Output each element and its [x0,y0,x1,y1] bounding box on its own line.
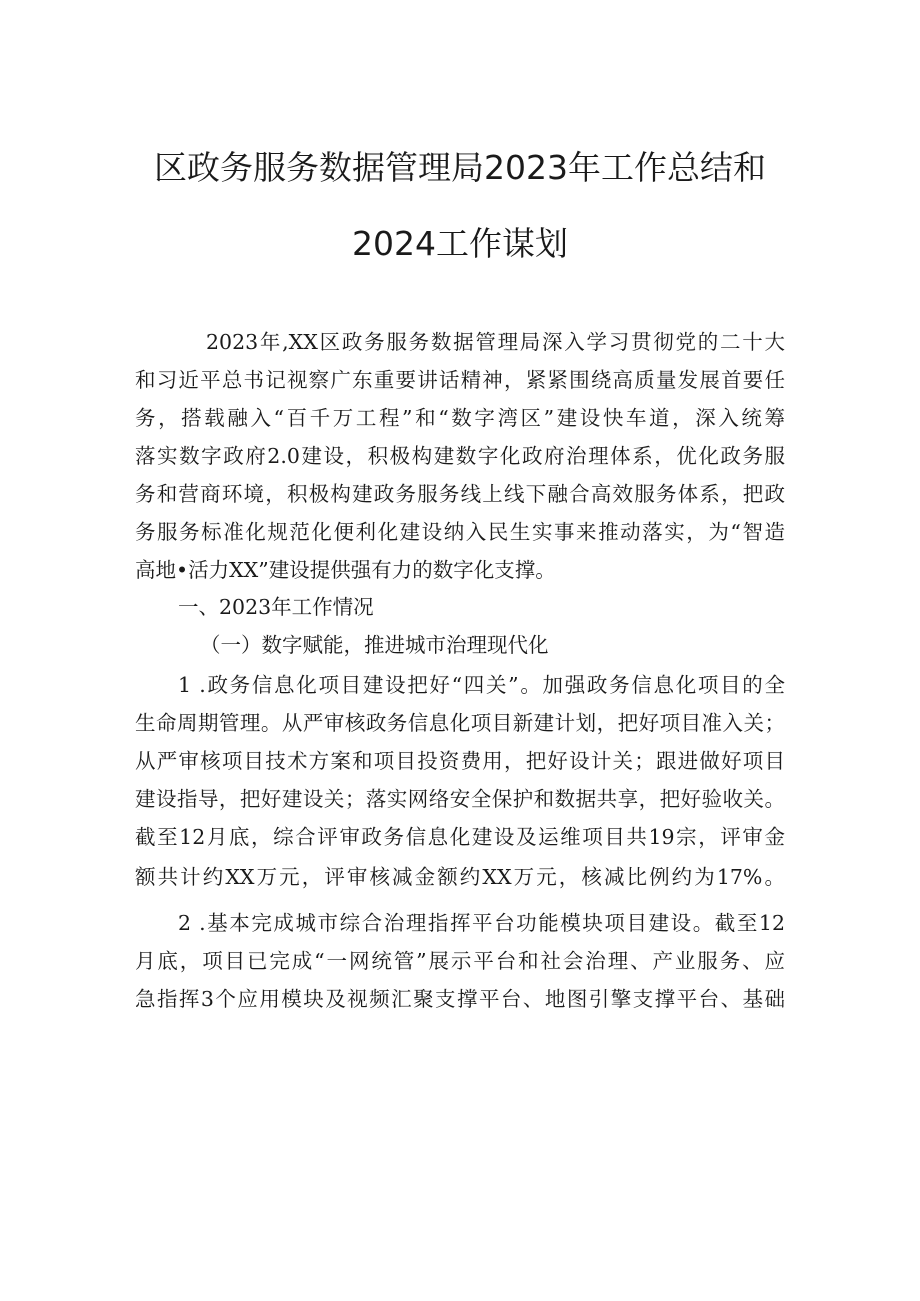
item1-line: 生命周期管理。从严审核政务信息化项目新建计划，把好项目准入关； [135,711,785,735]
item2-line: 急指挥3个应用模块及视频汇聚支撑平台、地图引擎支撑平台、基础 [135,987,785,1011]
item2-line: 2 .基本完成城市综合治理指挥平台功能模块项目建设。截至12 [178,911,785,935]
document-title-line-2: 2024工作谋划 [352,224,568,263]
item1-line: 从严审核项目技术方案和项目投资费用，把好设计关；跟进做好项目 [135,749,785,773]
section-heading: 一、2023年工作情况 [178,595,374,619]
item1-line: 截至12月底，综合评审政务信息化建设及运维项目共19宗，评审金 [135,825,785,849]
intro-line: 落实数字政府2.0建设，积极构建数字化政府治理体系，优化政务服 [135,444,785,468]
item1-line: 1 .政务信息化项目建设把好“四关”。加强政务信息化项目的全 [178,673,785,697]
intro-line: 务和营商环境，积极构建政务服务线上线下融合高效服务体系，把政 [135,482,785,506]
item2-line: 月底，项目已完成“一网统管”展示平台和社会治理、产业服务、应 [135,949,785,973]
item1-line: 额共计约XX万元，评审核减金额约XX万元，核减比例约为17%。 [135,865,785,889]
intro-line: 高地•活力XX”建设提供强有力的数字化支撑。 [135,558,556,582]
item1-line: 建设指导，把好建设关；落实网络安全保护和数据共享，把好验收关。 [135,787,785,811]
intro-line: 务服务标准化规范化便利化建设纳入民生实事来推动落实，为“智造 [135,520,785,544]
intro-line: 务，搭载融入“百千万工程”和“数字湾区”建设快车道，深入统筹 [135,406,785,430]
intro-line: 和习近平总书记视察广东重要讲话精神，紧紧围绕高质量发展首要任 [135,368,785,392]
document-title-line-1: 区政务服务数据管理局2023年工作总结和 [154,148,766,187]
subsection-heading: （一）数字赋能，推进城市治理现代化 [200,633,549,657]
intro-line: 2023年,XX区政务服务数据管理局深入学习贯彻党的二十大 [206,330,785,354]
